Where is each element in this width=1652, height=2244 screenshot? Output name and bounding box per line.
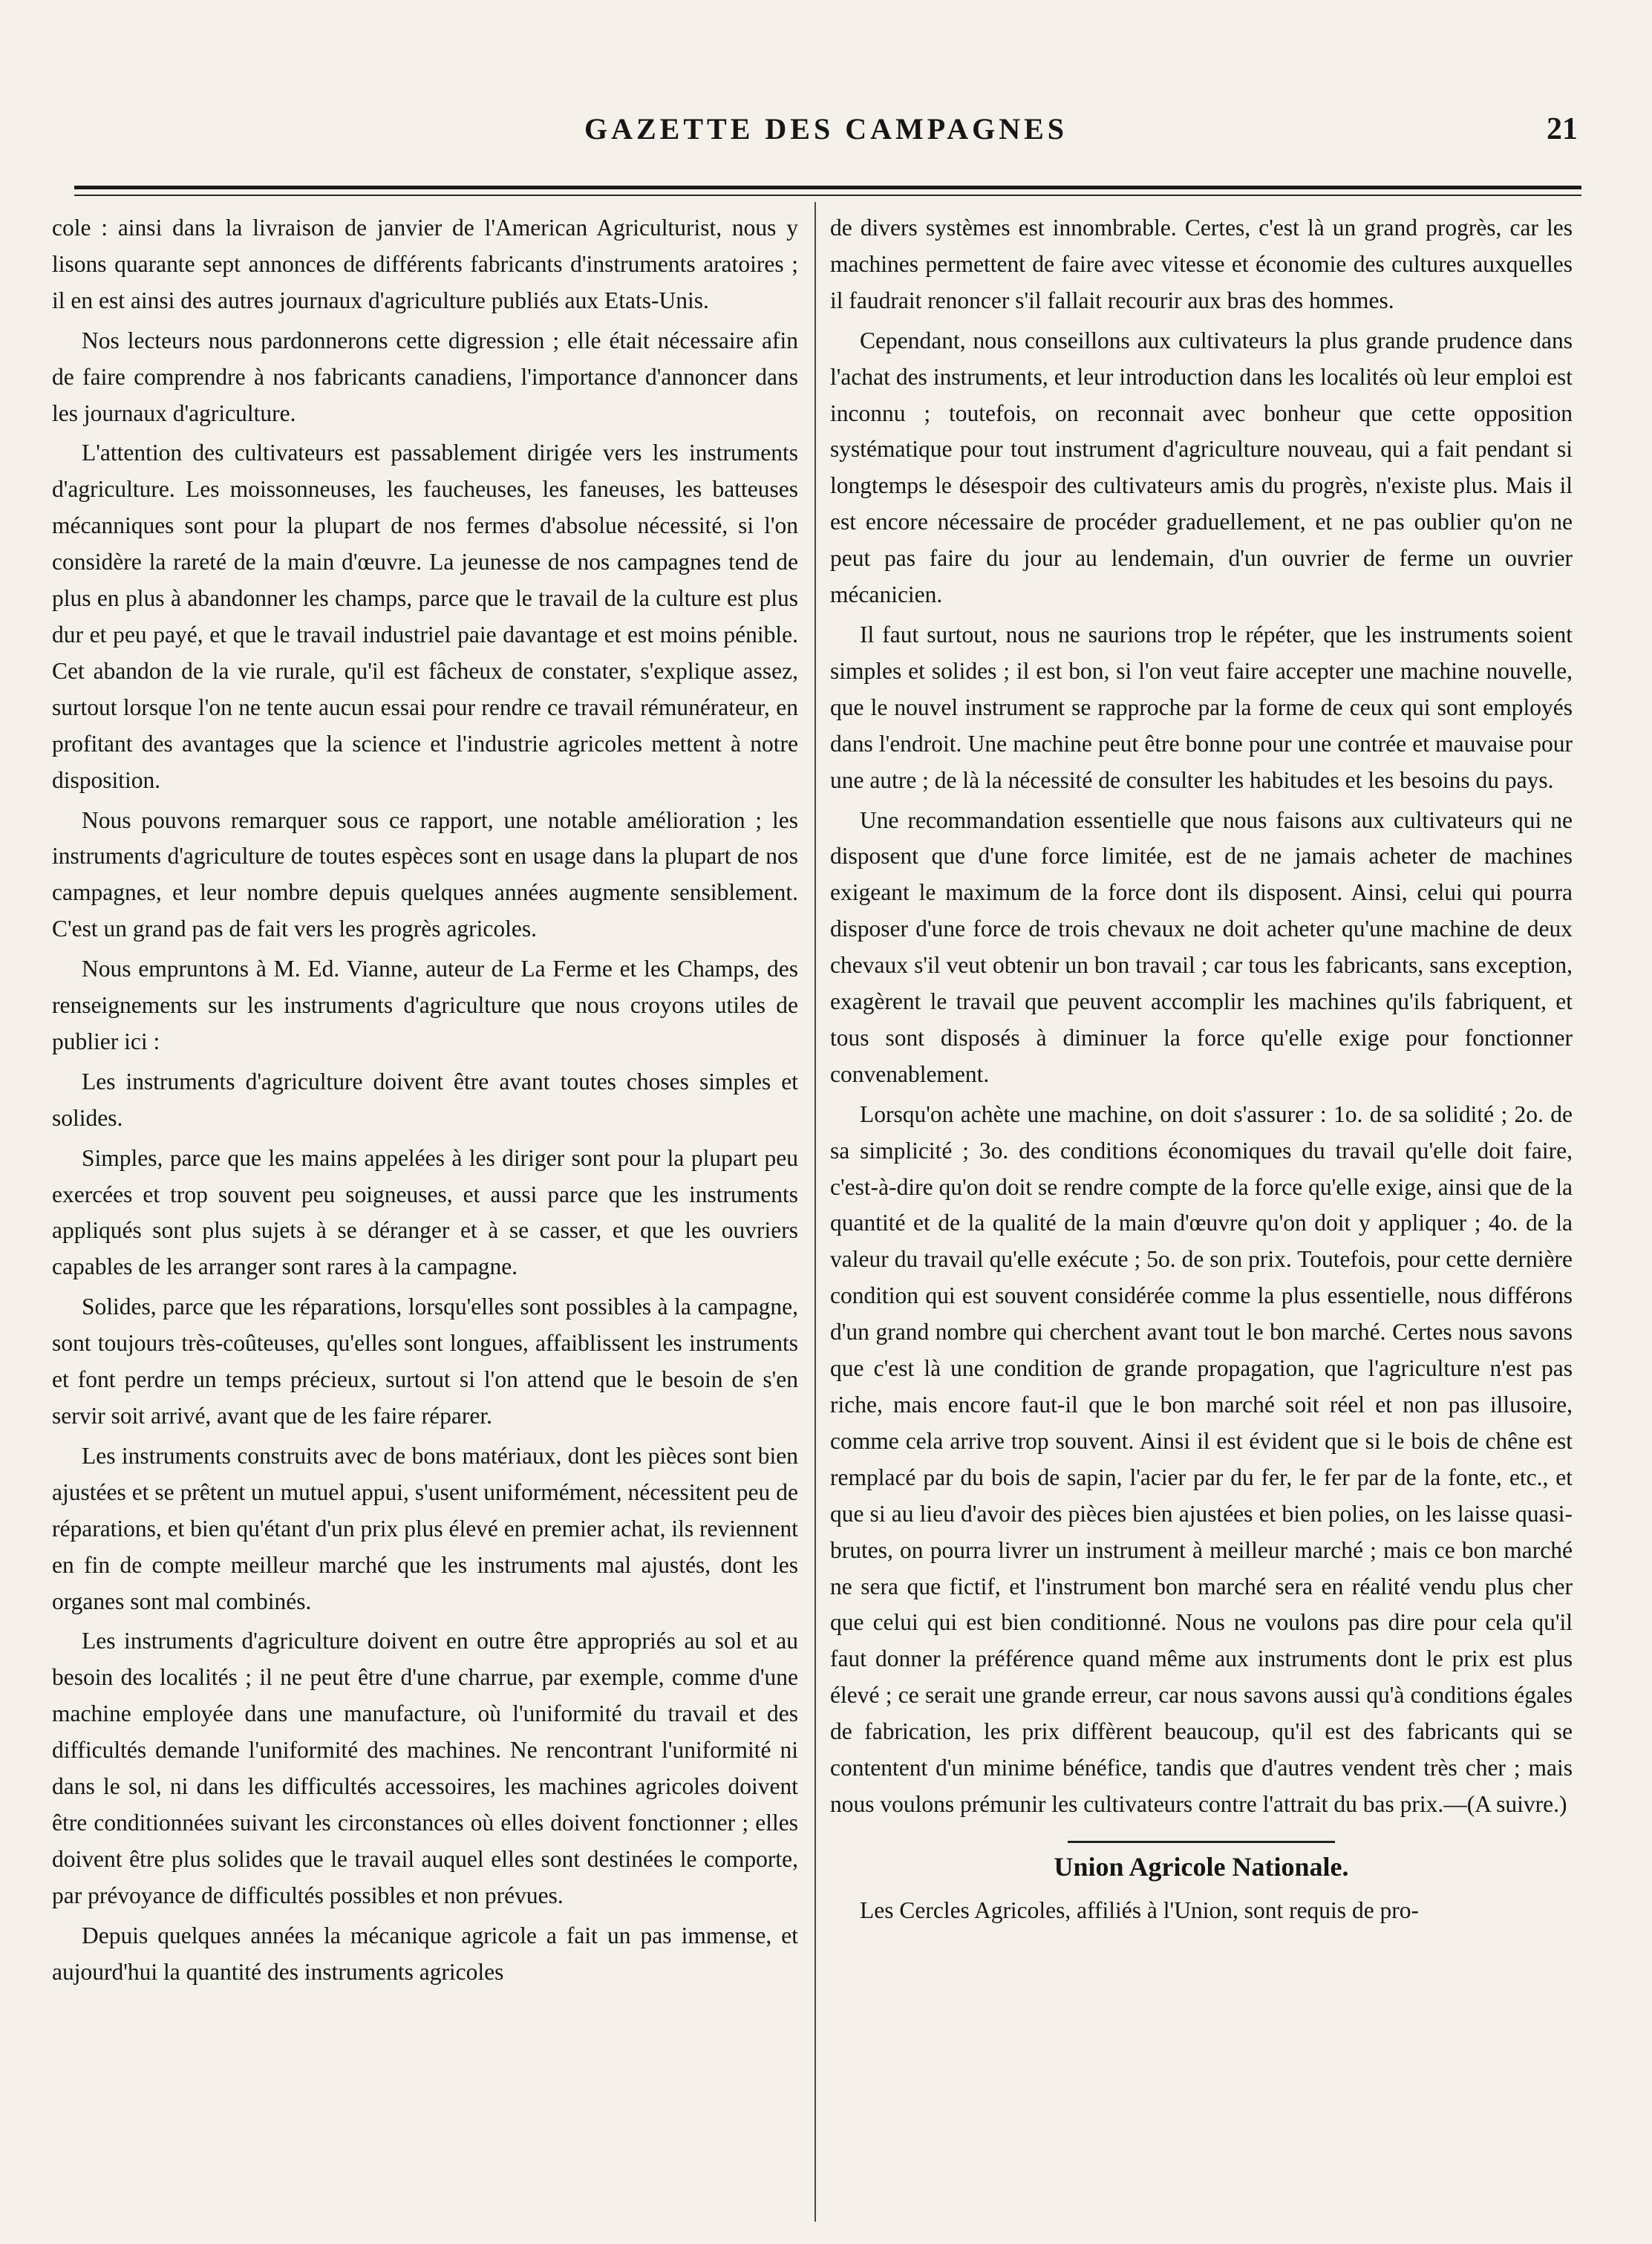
left-paragraph-11: Depuis quelques années la mécanique agricole a fait un pas immense, et aujourd'hui la quantité des instruments agricoles [52, 1922, 798, 1985]
section-divider-rule [1068, 1841, 1335, 1843]
left-paragraph-10: Les instruments d'agriculture doivent en outre être appropriés au sol et au besoin des localités ; il ne peut être d'une charrue, par exemple, comme d'une machine employée dans une manufacture, où l'uniformité du travail et des difficultés demande l'uniformité des machines. Ne rencontrant l'uniformité ni dans le sol, ni dans les difficultés accessoires, les machines agricoles doivent être conditionnées suivant les circonstances où elles doivent fonctionner ; elles doivent être plus solides que le travail auquel elles sont destinées le comporte, par prévoyance de difficultés possibles et non prévues. [52, 1628, 798, 1908]
left-column [52, 210, 798, 1995]
right-paragraph-1: de divers systèmes est innombrable. Certes, c'est là un grand progrès, car les machines permettent de faire avec vitesse et économie des cultures auxquelles il faudrait renoncer s'il fallait recourir aux bras des hommes. [830, 215, 1573, 313]
right-paragraph-4: Une recommandation essentielle que nous faisons aux cultivateurs qui ne disposent que d'une force limitée, est de ne jamais acheter de machines exigeant le maximum de la force dont ils disposent. Ainsi, celui qui pourra disposer d'une force de trois chevaux ne doit acheter qu'une machine de deux chevaux s'il veut obtenir un bon travail ; car tous les fabricants, sans exception, exagèrent le travail que peuvent accomplir les machines qu'ils fabriquent, et tous sont disposés à diminuer la force qu'elle exige pour fonctionner convenablement. [830, 806, 1573, 1087]
left-paragraph-5: Nous empruntons à M. Ed. Vianne, auteur de La Ferme et les Champs, des renseignements sur les instruments d'agriculture que nous croyons utiles de publier ici : [52, 956, 798, 1054]
header-rule-thick [74, 186, 1581, 189]
right-paragraph-3: Il faut surtout, nous ne saurions trop le répéter, que les instruments soient simples et solides ; il est bon, si l'on veut faire accepter une machine nouvelle, que le nouvel instrument se rapproche par la forme de ceux qui sont employés dans l'endroit. Une machine peut être bonne pour une contrée et mauvaise pour une autre ; de là la nécessité de consulter les habitudes et les besoins du pays. [830, 621, 1573, 793]
newspaper-title: GAZETTE DES CAMPAGNES [584, 112, 1068, 146]
left-paragraph-1: cole : ainsi dans la livraison de janvier de l'American Agriculturist, nous y lisons quarante sept annonces de différents fabricants d'instruments aratoires ; il en est ainsi des autres journaux d'agriculture publiés aux Etats-Unis. [52, 215, 798, 313]
left-paragraph-9: Les instruments construits avec de bons matériaux, dont les pièces sont bien ajustées et se prêtent un mutuel appui, s'usent uniformément, nécessitent peu de réparations, et bien qu'étant d'un prix plus élevé en premier achat, ils reviennent en fin de compte meilleur marché que les instruments mal ajustés, dont les organes sont mal combinés. [52, 1442, 798, 1614]
page-number: 21 [1547, 112, 1578, 146]
left-paragraph-8: Solides, parce que les réparations, lorsqu'elles sont possibles à la campagne, sont toujours très-coûteuses, qu'elles sont longues, affaiblissent les instruments et font perdre un temps précieux, surtout si l'on attend que le besoin de s'en servir soit arrivé, avant que de les faire réparer. [52, 1294, 798, 1429]
column-divider [814, 202, 816, 2222]
left-paragraph-4: Nous pouvons remarquer sous ce rapport, une notable amélioration ; les instruments d'agriculture de toutes espèces sont en usage dans la plupart de nos campagnes, et leur nombre depuis quelques années augmente sensiblement. C'est un grand pas de fait vers les progrès agricoles. [52, 806, 798, 942]
right-paragraph-2: Cependant, nous conseillons aux cultivateurs la plus grande prudence dans l'achat des instruments, et leur introduction dans les localités où leur emploi est inconnu ; toutefois, on reconnait avec bonheur que cette opposition systématique pour tout instrument d'agriculture nouveau, qui a fait pendant si longtemps le désespoir des cultivateurs amis du progrès, n'existe plus. Mais il est encore nécessaire de procéder graduellement, et ne pas oublier qu'on ne peut pas faire du jour au lendemain, d'un ouvrier de ferme un ouvrier mécanicien. [830, 327, 1573, 608]
header-rule-thin [74, 195, 1581, 196]
right-column [830, 210, 1573, 1933]
left-paragraph-7: Simples, parce que les mains appelées à les diriger sont pour la plupart peu exercées et trop souvent peu soigneuses, et aussi parce que les instruments appliqués sont plus sujets à se déranger et à se casser, et que les ouvriers capables de les arranger sont rares à la campagne. [52, 1144, 798, 1280]
section-paragraph: Les Cercles Agricoles, affiliés à l'Union, sont requis de pro- [860, 1896, 1420, 1923]
left-paragraph-2: Nos lecteurs nous pardonnerons cette digression ; elle était nécessaire afin de faire comprendre à nos fabricants canadiens, l'importance d'annoncer dans les journaux d'agriculture. [52, 327, 798, 426]
page-header [45, 111, 1607, 156]
left-paragraph-3: L'attention des cultivateurs est passablement dirigée vers les instruments d'agriculture. Les moissonneuses, les faucheuses, les faneuses, les batteuses mécanniques sont pour la plupart de nos fermes d'absolue nécessité, si l'on considère la rareté de la main d'œuvre. La jeunesse de nos campagnes tend de plus en plus à abandonner les champs, parce que le travail de la culture est plus dur et peu payé, et que le travail industriel paie davantage et est moins pénible. Cet abandon de la vie rurale, qu'il est fâcheux de constater, s'explique assez, surtout lorsque l'on ne tente aucun essai pour rendre ce travail rémunérateur, en profitant des avantages que la science et l'industrie agricoles mettent à notre disposition. [52, 440, 798, 793]
left-paragraph-6: Les instruments d'agriculture doivent être avant toutes choses simples et solides. [52, 1068, 798, 1131]
right-paragraph-5: Lorsqu'on achète une machine, on doit s'assurer : 1o. de sa solidité ; 2o. de sa simplicité ; 3o. des conditions économiques du travail qu'elle doit faire, c'est-à-dire qu'on doit se rendre compte de la force qu'elle exige, ainsi que de la quantité et de la qualité de la main d'œuvre qu'on doit y appliquer ; 4o. de la valeur du travail qu'elle exécute ; 5o. de son prix. Toutefois, pour cette dernière condition qui est souvent considérée comme la plus essentielle, nous différons d'un grand nombre qui cherchent avant tout le bon marché. Certes nous savons que c'est là une condition de grande propagation, que l'agriculture n'est pas riche, mais encore faut-il que le bon marché soit réel et non pas illusoire, comme cela arrive trop souvent. Ainsi il est évident que si le bois de chêne est remplacé par du bois de sapin, l'acier par du fer, le fer par de la fonte, etc., et que si au lieu d'avoir des pièces bien ajustées et bien polies, on les laisse quasi-brutes, on pourra livrer un instrument à meilleur marché ; mais ce bon marché ne sera que fictif, et l'instrument bon marché sera en réalité vendu plus cher que celui qui est bien conditionné. Nous ne voulons pas dire pour cela qu'il faut donner la préférence quand même aux instruments dont le prix est plus élevé ; ce serait une grande erreur, car nous savons aussi qu'à conditions égales de fabrication, les prix diffèrent beaucoup, qu'il est des fabricants qui se contentent d'un minime bénéfice, tandis que d'autres vendent très cher ; mais nous voulons prémunir les cultivateurs contre l'attrait du bas prix.—(A suivre.) [830, 1100, 1573, 1817]
section-heading: Union Agricole Nationale. [1054, 1851, 1349, 1882]
